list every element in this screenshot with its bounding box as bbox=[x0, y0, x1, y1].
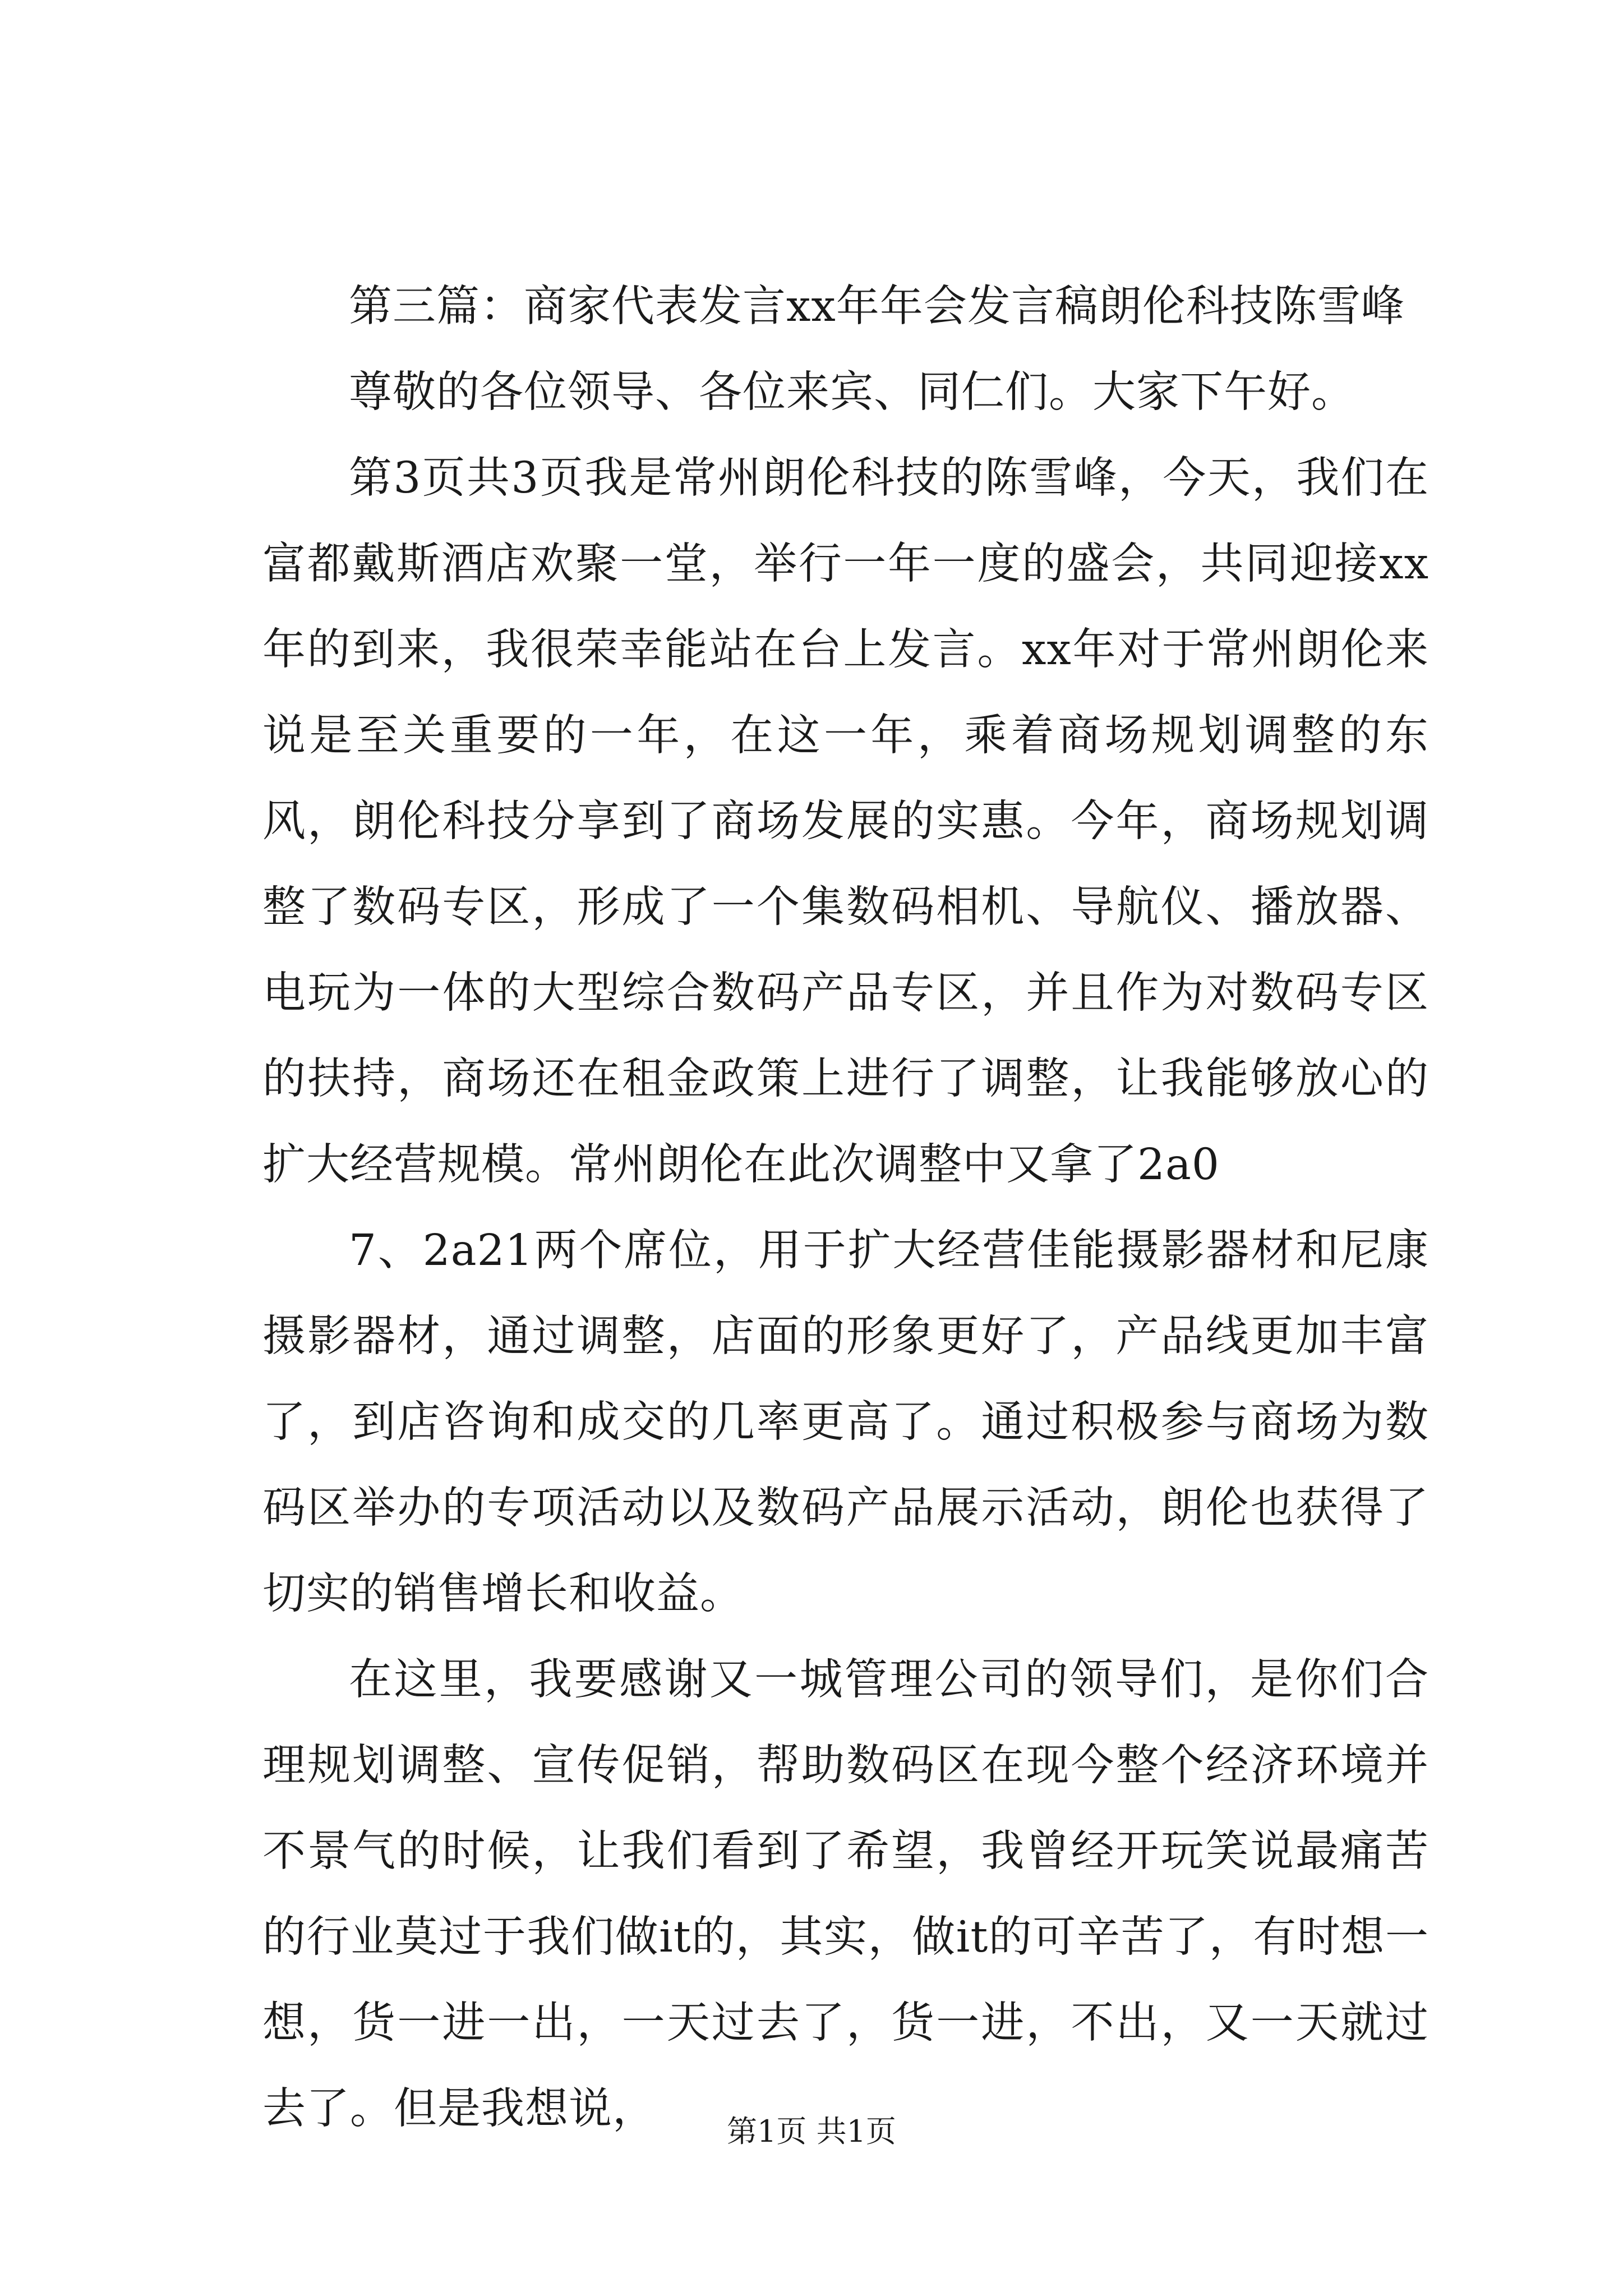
paragraph-thanks: 在这里，我要感谢又一城管理公司的领导们，是你们合理规划调整、宣传促销，帮助数码区在现今整个经济环境并不景气的时候，让我们看到了希望，我曾经开玩笑说最痛苦的行业莫过于我们做it的，其实，做it的可辛苦了，有时想一想，货一进一出，一天过去了，货一进，不出，又一天就过去了。但是我想说， bbox=[262, 1655, 1429, 2134]
paragraph-title: 第三篇：商家代表发言xx年年会发言稿朗伦科技陈雪峰 bbox=[349, 282, 1405, 332]
document-body bbox=[262, 264, 1429, 2152]
page-footer: 第1页 共1页 bbox=[727, 2114, 896, 2149]
paragraph-greeting: 尊敬的各位领导、各位来宾、同仁们。大家下午好。 bbox=[349, 367, 1355, 417]
paragraph-intro: 第3页共3页我是常州朗伦科技的陈雪峰，今天，我们在富都戴斯酒店欢聚一堂，举行一年一度的盛会，共同迎接xx年的到来，我很荣幸能站在台上发言。xx年对于常州朗伦来说是至关重要的一年，在这一年，乘着商场规划调整的东风，朗伦科技分享到了商场发展的实惠。今年，商场规划调整了数码专区，形成了一个集数码相机、导航仪、播放器、电玩为一体的大型综合数码产品专区，并且作为对数码专区的扶持，商场还在租金政策上进行了调整，让我能够放心的扩大经营规模。常州朗伦在此次调整中又拿了2a0 bbox=[262, 453, 1429, 1190]
paragraph-seats: 7、2a21两个席位，用于扩大经营佳能摄影器材和尼康摄影器材，通过调整，店面的形象更好了，产品线更加丰富了，到店咨询和成交的几率更高了。通过积极参与商场为数码区举办的专项活动以及数码产品展示活动，朗伦也获得了切实的销售增长和收益。 bbox=[262, 1226, 1429, 1619]
